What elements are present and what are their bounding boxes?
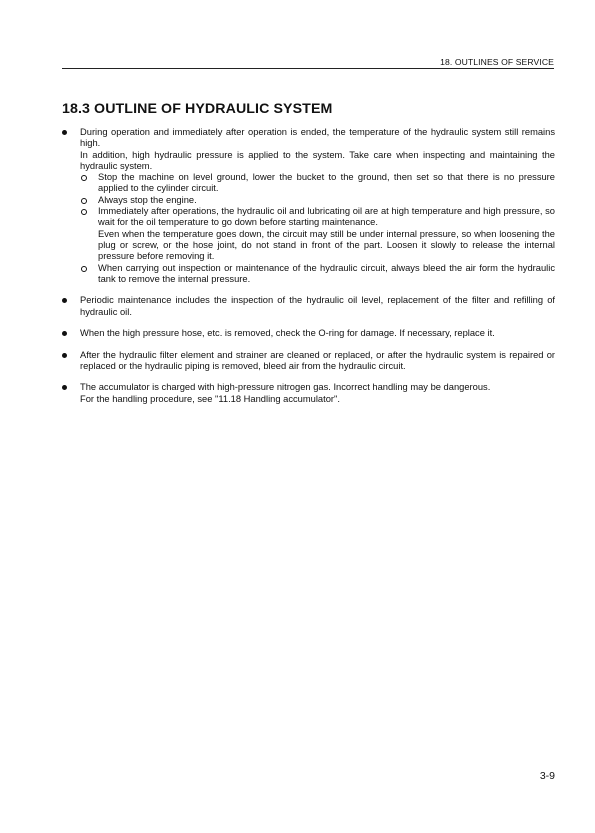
- bullet-item: [62, 127, 555, 285]
- page-number: 3-9: [539, 770, 555, 782]
- bullet-item: [62, 350, 555, 373]
- bullet-dot-icon: [62, 130, 67, 135]
- bullet-paragraph: For the handling procedure, see "11.18 Handling accumulator".: [80, 393, 340, 404]
- sub-item: [80, 172, 555, 195]
- open-circle-icon: [81, 266, 87, 272]
- sub-item-text: When carrying out inspection or maintenance of the hydraulic circuit, always bleed the air form the hydraulic tank to remove the internal pressure.: [98, 262, 555, 284]
- page-header: [62, 56, 554, 69]
- sub-item: [80, 263, 555, 286]
- open-circle-icon: [81, 198, 87, 204]
- bullet-item: [62, 328, 555, 339]
- bullet-paragraph: In addition, high hydraulic pressure is applied to the system. Take care when inspecting and maintaining the hydraulic system.: [80, 149, 555, 171]
- section-title: 18.3 OUTLINE OF HYDRAULIC SYSTEM: [62, 101, 333, 117]
- bullet-paragraph: After the hydraulic filter element and strainer are cleaned or replaced, or after the hydraulic system is repaired or replaced or the hydraulic piping is removed, bleed air from the hydraulic circuit.: [80, 349, 555, 371]
- bullet-item: [62, 382, 555, 405]
- sub-item: [80, 195, 555, 206]
- bullet-paragraph: During operation and immediately after operation is ended, the temperature of the hydraulic system still remains high.: [80, 127, 555, 149]
- bullet-item: [62, 295, 555, 318]
- sub-item-text: Stop the machine on level ground, lower the bucket to the ground, then set so that there is no pressure applied to the cylinder circuit.: [98, 172, 555, 194]
- sub-item: [80, 206, 555, 262]
- bullet-dot-icon: [62, 331, 67, 336]
- bullet-paragraph: Periodic maintenance includes the inspection of the hydraulic oil level, replacement of the filter and refilling of hydraulic oil.: [80, 295, 555, 317]
- section-content: [62, 127, 555, 415]
- bullet-dot-icon: [62, 385, 67, 390]
- bullet-paragraph: The accumulator is charged with high-pressure nitrogen gas. Incorrect handling may be dangerous.: [80, 382, 491, 393]
- sub-item-text: Immediately after operations, the hydraulic oil and lubricating oil are at high temperature and high pressure, so wait for the oil temperature to go down before starting maintenance. Even when the temperature goes down, the circuit may still be under internal pressure, so when loosening the plug or screw, or the hose joint, do not stand in front of the part. Loosen it slowly to release the internal pressure before removing it.: [98, 206, 555, 262]
- open-circle-icon: [81, 209, 87, 215]
- bullet-paragraph: When the high pressure hose, etc. is removed, check the O-ring for damage. If necessary, replace it.: [80, 328, 495, 339]
- header-title: 18. OUTLINES OF SERVICE: [440, 57, 554, 67]
- sub-item-text: Always stop the engine.: [98, 194, 197, 205]
- bullet-dot-icon: [62, 353, 67, 358]
- open-circle-icon: [81, 175, 87, 181]
- bullet-dot-icon: [62, 298, 67, 303]
